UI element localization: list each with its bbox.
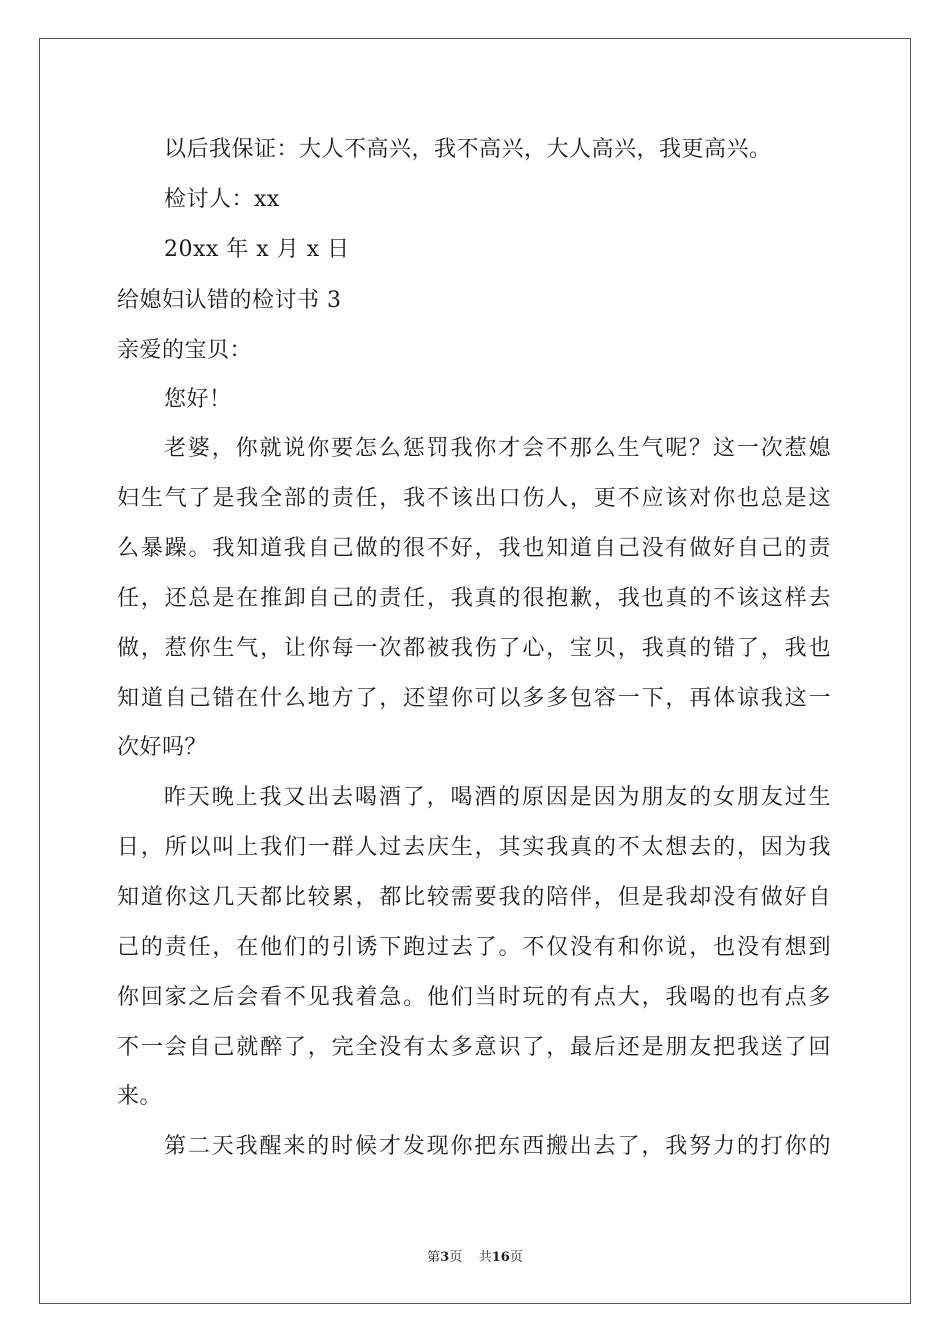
footer-prefix: 第 [427, 1250, 441, 1265]
page-number: 3 [440, 1250, 450, 1265]
paragraph-line: 么暴躁。我知道我自己做的很不好，我也知道自己没有做好自己的责 [117, 536, 831, 561]
paragraph-line: 知道自己错在什么地方了，还望你可以多多包容一下，再体谅我这一 [117, 686, 831, 711]
footer-page-suffix: 页 [449, 1250, 463, 1265]
page-border [39, 38, 911, 1304]
paragraph-line: 知道你这几天都比较累，都比较需要我的陪伴，但是我却没有做好自 [117, 885, 831, 910]
footer-total-suffix: 页 [509, 1250, 523, 1265]
paragraph-line: 次好吗？ [117, 735, 208, 760]
total-pages: 16 [491, 1250, 510, 1265]
paragraph-line: 做，惹你生气，让你每一次都被我伤了心，宝贝，我真的错了，我也 [117, 636, 831, 661]
paragraph-line: 第二天我醒来的时候才发现你把东西搬出去了，我努力的打你的 [164, 1134, 831, 1159]
page-footer [0, 1250, 950, 1266]
paragraph-line: 日，所以叫上我们一群人过去庆生，其实我真的不太想去的，因为我 [117, 835, 831, 860]
paragraph-line: 来。 [117, 1084, 163, 1109]
paragraph-line: 己的责任，在他们的引诱下跑过去了。不仅没有和你说，也没有想到 [117, 935, 831, 960]
text-line: 20xx 年 x 月 x 日 [164, 237, 350, 262]
paragraph-line: 昨天晚上我又出去喝酒了，喝酒的原因是因为朋友的女朋友过生 [164, 785, 831, 810]
footer-total-prefix: 共 [478, 1250, 492, 1265]
paragraph-line: 妇生气了是我全部的责任，我不该出口伤人，更不应该对你也总是这 [117, 486, 831, 511]
paragraph-line: 你回家之后会看不见我着急。他们当时玩的有点大，我喝的也有点多 [117, 985, 831, 1010]
paragraph-line: 不一会自己就醉了，完全没有太多意识了，最后还是朋友把我送了回 [117, 1035, 831, 1060]
greeting: 您好！ [164, 387, 232, 412]
paragraph-line: 任，还总是在推卸自己的责任，我真的很抱歉，我也真的不该这样去 [117, 586, 831, 611]
text-line: 检讨人：xx [164, 187, 280, 212]
text-line: 以后我保证：大人不高兴，我不高兴，大人高兴，我更高兴。 [164, 137, 772, 162]
section-heading: 给媳妇认错的检讨书 3 [117, 288, 342, 313]
salutation: 亲爱的宝贝： [117, 338, 253, 363]
paragraph-line: 老婆，你就说你要怎么惩罚我你才会不那么生气呢？这一次惹媳 [164, 436, 831, 461]
